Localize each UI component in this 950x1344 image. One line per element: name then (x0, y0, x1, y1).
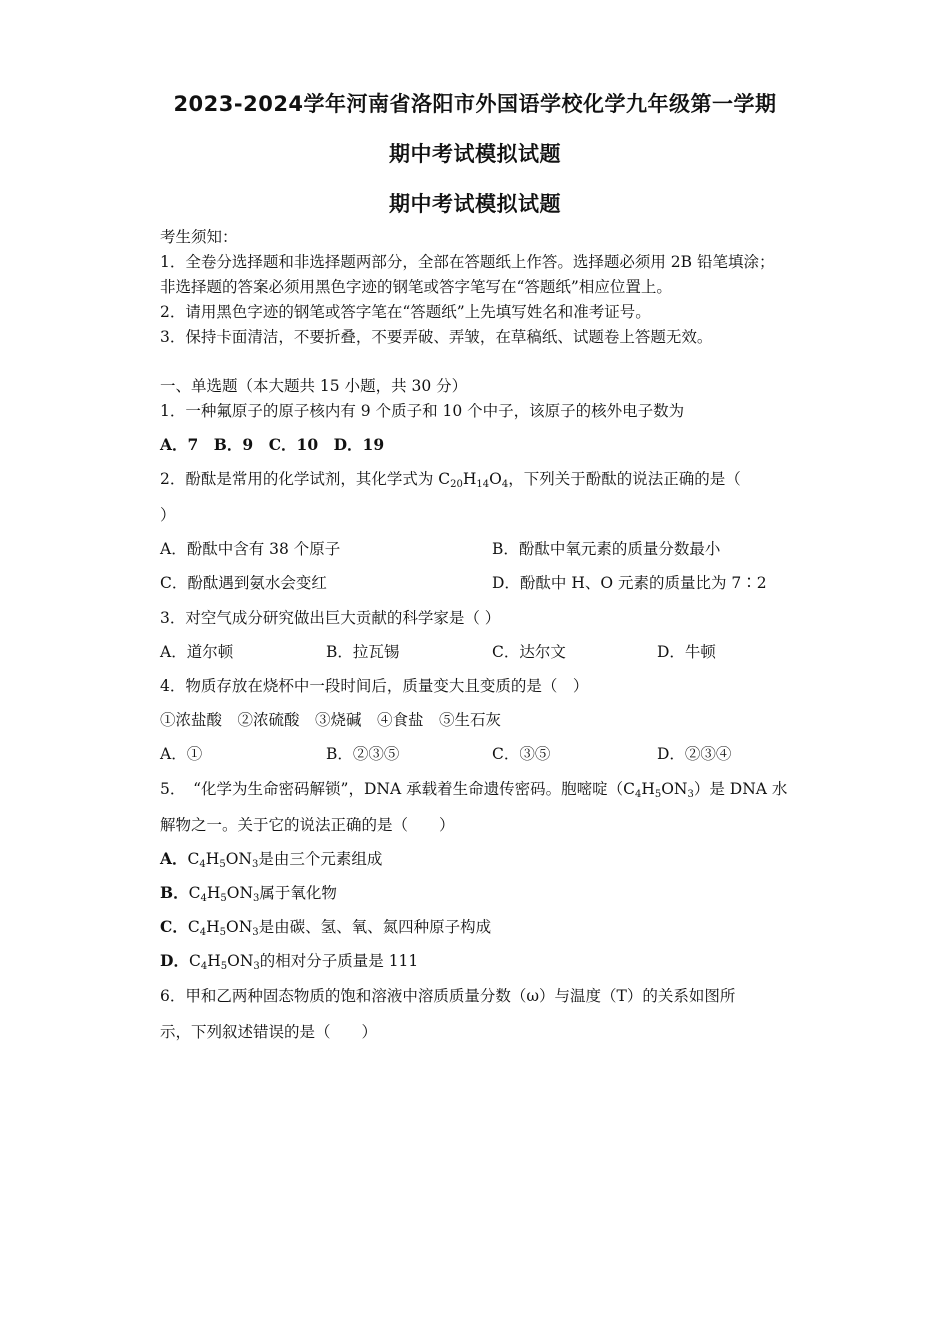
q2-mid2: O (489, 470, 502, 488)
q5-a-on: ON (225, 850, 252, 868)
q5-d-c: C (188, 952, 201, 970)
q2-option-d: D．酚酞中 H、O 元素的质量比为 7∶2 (492, 574, 767, 592)
q5-a-sub5: 5 (219, 859, 226, 870)
q5-c-h: H (206, 918, 220, 936)
q5-option-b-label: B． (160, 883, 189, 902)
q5-d-sub5: 5 (220, 961, 228, 972)
q5-stem-cont: 解物之一。关于它的说法正确的是（ ） (160, 816, 455, 834)
notice-heading: 考生须知： (160, 228, 238, 246)
q5-a-h: H (205, 850, 220, 868)
q2-sub1: 20 (450, 479, 463, 490)
q5-b-sub5: 5 (220, 893, 227, 904)
q5-formula-sub4: 4 (634, 789, 642, 800)
q5-option-a (160, 849, 382, 869)
notice-item3: 3．保持卡面清洁，不要折叠，不要弄破、弄皱，在草稿纸、试题卷上答题无效。 (160, 328, 713, 346)
q3-option-c: C．达尔文 (492, 643, 566, 661)
q5-b-c: C (188, 884, 201, 902)
q5-b-sub3: 3 (253, 893, 260, 904)
q4-stem: 4．物质存放在烧杯中一段时间后，质量变大且变质的是（ ） (160, 677, 589, 695)
q5-option-a-text: 是由三个元素组成 (258, 850, 383, 868)
q5-formula-h: H (641, 780, 655, 798)
q5-option-c-label: C． (160, 917, 188, 936)
q2-stem-cont: ） (160, 506, 176, 524)
q5-option-c-text: 是由碳、氢、氧、氮四种原子构成 (258, 918, 492, 936)
q6-stem: 6．甲和乙两种固态物质的饱和溶液中溶质质量分数（ω）与温度（T）的关系如图所 (160, 987, 736, 1005)
q5-a-sub3: 3 (251, 859, 259, 870)
q5-c-on: ON (226, 918, 253, 936)
q3-option-b: B．拉瓦锡 (326, 643, 400, 661)
q2-option-a: A．酚酞中含有 38 个原子 (160, 540, 341, 558)
q4-option-a: A．① (160, 745, 203, 763)
q5-a-sub4: 4 (199, 859, 206, 870)
q5-formula-on: ON (661, 780, 688, 798)
q5-option-d (160, 951, 418, 971)
q4-items: ①浓盐酸 ②浓硫酸 ③烧碱 ④食盐 ⑤生石灰 (160, 711, 502, 729)
q5-b-h: H (206, 884, 221, 902)
q5-c-c: C (187, 918, 200, 936)
q3-option-d: D．牛顿 (657, 643, 716, 661)
q4-option-b: B．②③⑤ (326, 745, 400, 763)
q2-stem (160, 469, 741, 489)
q5-stem-post: ）是 DNA 水 (693, 780, 788, 798)
q5-option-d-label: D． (160, 951, 189, 970)
notice-item1-a: 1．全卷分选择题和非选择题两部分，全部在答题纸上作答。选择题必须用 2B 铅笔填涂； (160, 253, 775, 271)
q5-formula-c: C (187, 850, 200, 868)
q5-d-on: ON (227, 952, 254, 970)
q5-stem-pre: 5． “化学为生命密码解锁”，DNA 承载着生命遗传密码。胞嘧啶（C (160, 780, 635, 798)
q2-option-c: C．酚酞遇到氨水会变红 (160, 574, 327, 592)
exam-title-line1: 2023-2024学年河南省洛阳市外国语学校化学九年级第一学期 (173, 92, 777, 116)
q5-c-sub3: 3 (252, 927, 259, 938)
q4-option-d: D．②③④ (657, 745, 732, 763)
notice-item1-b: 非选择题的答案必须用黑色字迹的钢笔或答字笔写在“答题纸”相应位置上。 (160, 278, 672, 296)
q5-formula-sub5: 5 (654, 789, 662, 800)
q5-option-c (160, 917, 491, 937)
q2-stem-pre: 2．酚酞是常用的化学试剂，其化学式为 C (160, 470, 451, 488)
q5-c-sub5: 5 (219, 927, 226, 938)
q5-c-sub4: 4 (199, 927, 207, 938)
q1-options: A．7 B．9 C．10 D．19 (160, 435, 385, 454)
q5-option-b (160, 883, 337, 903)
q3-option-a: A．道尔顿 (160, 643, 234, 661)
q5-formula-sub3: 3 (687, 789, 694, 800)
q5-d-sub4: 4 (200, 961, 208, 972)
q5-b-on: ON (226, 884, 254, 902)
q2-sub3: 4 (501, 479, 509, 490)
q2-option-b: B．酚酞中氧元素的质量分数最小 (492, 540, 721, 558)
q5-d-sub3: 3 (253, 961, 260, 972)
exam-title-line3: 期中考试模拟试题 (389, 192, 561, 216)
section-heading: 一、单选题（本大题共 15 小题，共 30 分） (160, 377, 468, 395)
q5-option-d-text: 的相对分子质量是 111 (259, 952, 419, 970)
q1-stem: 1．一种氟原子的原子核内有 9 个质子和 10 个中子，该原子的核外电子数为 (160, 402, 685, 420)
q5-option-a-label: A． (160, 849, 188, 868)
q4-option-c: C．③⑤ (492, 745, 551, 763)
q5-b-sub4: 4 (200, 893, 207, 904)
q5-stem (160, 779, 787, 799)
q5-d-h: H (207, 952, 221, 970)
q2-stem-post: ，下列关于酚酞的说法正确的是（ (508, 470, 741, 488)
q5-option-b-text: 属于氧化物 (259, 884, 337, 902)
q2-sub2: 14 (476, 479, 490, 490)
q6-stem-cont: 示，下列叙述错误的是（ ） (160, 1023, 378, 1041)
notice-item2: 2．请用黑色字迹的钢笔或答字笔在“答题纸”上先填写姓名和准考证号。 (160, 303, 651, 321)
q3-stem: 3．对空气成分研究做出巨大贡献的科学家是（ ） (160, 609, 501, 627)
exam-title-line2: 期中考试模拟试题 (389, 142, 561, 166)
q2-mid1: H (462, 470, 477, 488)
